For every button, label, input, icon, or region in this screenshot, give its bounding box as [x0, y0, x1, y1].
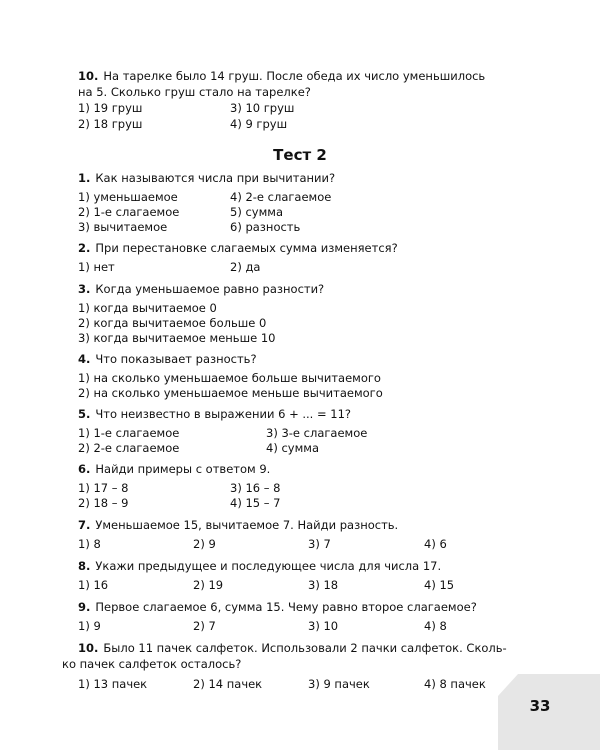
option: 1) 17 – 8 [78, 481, 129, 495]
question-number: 2. [78, 241, 91, 255]
question-top-10 [78, 68, 528, 132]
option: 1) на сколько уменьшаемое больше вычитаемого [78, 371, 381, 385]
options [78, 100, 528, 132]
option: 2) 2-е слагаемое [78, 441, 180, 455]
question-text: Первое слагаемое 6, сумма 15. Чему равно второе слагаемое? [95, 600, 477, 614]
page-number: 33 [529, 697, 551, 715]
option: 2) 18 груш [78, 117, 143, 131]
question-text: Когда уменьшаемое равно разности? [95, 282, 325, 296]
option: 4) 8 пачек [424, 677, 486, 691]
options [78, 425, 528, 457]
question-5 [78, 406, 528, 457]
option: 1) уменьшаемое [78, 190, 178, 204]
options [78, 480, 528, 512]
question-text-line1: На тарелке было 14 груш. После обеда их число уменьшилось [103, 69, 486, 83]
option: 4) 15 [424, 578, 455, 592]
option: 4) сумма [266, 441, 319, 455]
option: 2) 9 [193, 537, 216, 551]
option: 3) 7 [308, 537, 331, 551]
option: 2) 7 [193, 619, 216, 633]
question-7 [78, 517, 528, 552]
question-number: 8. [78, 559, 91, 573]
option: 3) 9 пачек [308, 677, 370, 691]
options [78, 189, 528, 237]
question-6 [78, 461, 528, 512]
question-4 [78, 351, 528, 402]
question-text: Уменьшаемое 15, вычитаемое 7. Найди разность. [95, 518, 399, 532]
test-title: Тест 2 [273, 146, 327, 164]
option: 1) нет [78, 260, 115, 274]
option: 4) 2-е слагаемое [230, 190, 332, 204]
question-number: 5. [78, 407, 91, 421]
option: 2) когда вычитаемое больше 0 [78, 316, 267, 330]
question-number: 10. [78, 641, 99, 655]
option: 1) 9 [78, 619, 101, 633]
option: 3) 10 [308, 619, 339, 633]
question-1 [78, 170, 528, 237]
question-number: 7. [78, 518, 91, 532]
option: 3) вычитаемое [78, 220, 168, 234]
question-number: 1. [78, 171, 91, 185]
question-text: При перестановке слагаемых сумма изменяется? [95, 241, 398, 255]
option: 2) на сколько уменьшаемое меньше вычитаемого [78, 386, 383, 400]
option: 3) 18 [308, 578, 339, 592]
question-text-line2: на 5. Сколько груш стало на тарелке? [78, 85, 311, 99]
question-8 [78, 558, 528, 593]
question-number: 6. [78, 462, 91, 476]
options [78, 536, 528, 552]
option: 2) 14 пачек [193, 677, 263, 691]
question-2 [78, 240, 528, 275]
option: 6) разность [230, 220, 301, 234]
option: 3) 3-е слагаемое [266, 426, 368, 440]
option: 5) сумма [230, 205, 283, 219]
option: 3) 10 груш [230, 101, 295, 115]
question-3 [78, 281, 528, 348]
option: 2) 1-е слагаемое [78, 205, 180, 219]
options [78, 370, 528, 402]
options [78, 577, 528, 593]
question-9 [78, 599, 528, 634]
question-text: Что неизвестно в выражении 6 + ... = 11? [95, 407, 352, 421]
question-text: Укажи предыдущее и последующее числа для числа 17. [95, 559, 442, 573]
question-text: Что показывает разность? [95, 352, 257, 366]
option: 3) когда вычитаемое меньше 10 [78, 331, 276, 345]
option: 4) 8 [424, 619, 447, 633]
option: 3) 16 – 8 [230, 481, 281, 495]
question-text-line2: ко пачек салфеток осталось? [62, 657, 242, 671]
option: 1) 1-е слагаемое [78, 426, 180, 440]
question-text: Найди примеры с ответом 9. [95, 462, 271, 476]
options [78, 676, 528, 692]
option: 2) да [230, 260, 261, 274]
option: 2) 18 – 9 [78, 496, 129, 510]
option: 4) 6 [424, 537, 447, 551]
options [78, 259, 528, 275]
option: 4) 9 груш [230, 117, 288, 131]
option: 1) 8 [78, 537, 101, 551]
option: 1) 13 пачек [78, 677, 148, 691]
question-number: 4. [78, 352, 91, 366]
option: 1) 16 [78, 578, 109, 592]
option: 1) 19 груш [78, 101, 143, 115]
options [78, 300, 528, 348]
option: 1) когда вычитаемое 0 [78, 301, 217, 315]
question-text: Как называются числа при вычитании? [95, 171, 336, 185]
option: 2) 19 [193, 578, 224, 592]
option: 4) 15 – 7 [230, 496, 281, 510]
question-10 [62, 640, 528, 692]
options [78, 618, 528, 634]
question-text-line1: Было 11 пачек салфеток. Использовали 2 пачки салфеток. Сколь- [103, 641, 507, 655]
question-number: 9. [78, 600, 91, 614]
question-number: 3. [78, 282, 91, 296]
question-number: 10. [78, 69, 99, 83]
